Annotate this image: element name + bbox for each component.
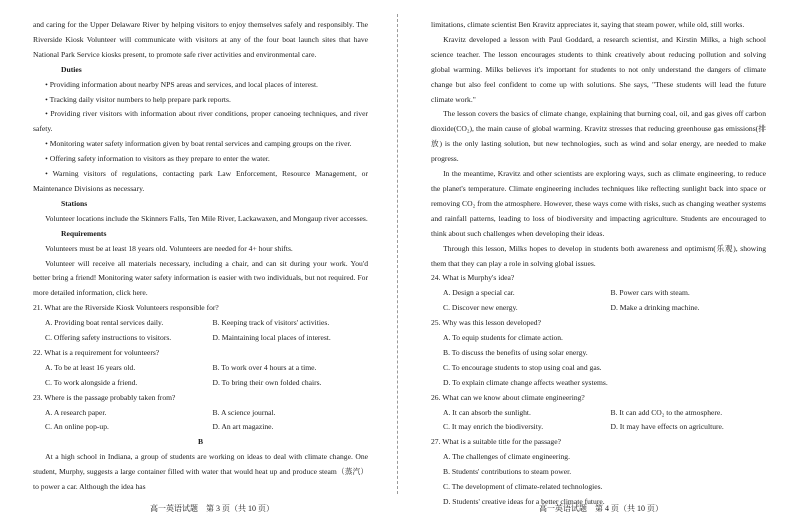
passage-paragraph: In the meantime, Kravitz and other scientists are exploring ways, such as climate engineering, to reduce the planet's temperature. Climate engineering includes techniques like reflecting sunlight back into space or removing CO₂ from the atmosphere. However, these ways come with risks, such as changing weather systems and rainfall patterns, leading to loss of biodiversity and impacting agriculture. Students are encouraged to think about such challenges when developing their ideas. (431, 169, 766, 238)
question-stem: 26. What can we know about climate engineering? (431, 392, 585, 402)
options-row (33, 376, 368, 391)
requirements-paragraph: Volunteers must be at least 18 years old. Volunteers are needed for 4+ hour shifts. (45, 243, 293, 253)
answer-option[interactable]: C. It may enrich the biodiversity. (443, 422, 544, 432)
answer-option[interactable]: D. An art magazine. (212, 422, 274, 432)
answer-option[interactable]: D. It may have effects on agriculture. (610, 422, 724, 432)
answer-option[interactable]: A. Providing boat rental services daily. (45, 318, 164, 328)
page-footer-right: 高一英语试题 第 4 页（共 10 页） (539, 504, 663, 513)
answer-option[interactable]: D. Maintaining local places of interest. (212, 333, 331, 343)
answer-option[interactable]: A. It can absorb the sunlight. (443, 407, 531, 417)
duty-item: • Monitoring water safety information given by boat rental services and camping groups on the river. (45, 139, 352, 149)
answer-option[interactable]: B. Keeping track of visitors' activities. (212, 318, 330, 328)
requirements-heading: Requirements (61, 228, 107, 238)
answer-option[interactable]: D. Students' creative ideas for a better climate future. (443, 497, 605, 506)
answer-option[interactable]: C. To encourage students to stop using coal and gas. (443, 362, 602, 372)
page-divider (397, 14, 398, 494)
answer-option[interactable]: D. To explain climate change affects weather systems. (443, 377, 608, 387)
answer-option[interactable]: B. A science journal. (212, 407, 276, 417)
options-row (33, 406, 368, 421)
answer-option[interactable]: C. To work alongside a friend. (45, 377, 138, 387)
answer-option[interactable]: A. Design a special car. (443, 288, 515, 298)
options-row (33, 331, 368, 346)
answer-option[interactable]: C. Discover new energy. (443, 303, 518, 313)
passage-paragraph: Through this lesson, Milks hopes to develop in students both awareness and optimism(乐观), showing them that they can play a role in solving global issues. (431, 243, 766, 268)
duty-item: • Tracking daily visitor numbers to help prepare park reports. (45, 94, 231, 104)
answer-option[interactable]: D. To bring their own folded chairs. (212, 377, 322, 387)
options-row (431, 406, 766, 421)
left-page (33, 18, 368, 495)
answer-option[interactable]: B. To discuss the benefits of using solar energy. (443, 347, 588, 357)
duty-item: • Warning visitors of regulations, contacting park Law Enforcement, Resource Management, or Maintenance Divisions as necessary. (33, 169, 368, 193)
section-b-paragraph: At a high school in Indiana, a group of students are working on ideas to deal with climate change. One student, Murphy, suggests a large container filled with water that would heat up and produce steam（蒸汽）to power a car. Although the idea has (33, 452, 368, 492)
options-row (431, 301, 766, 316)
duty-item: • Offering safety information to visitors as they prepare to enter the water. (45, 154, 270, 164)
answer-option[interactable]: C. An online pop-up. (45, 422, 109, 432)
answer-option[interactable]: C. The development of climate-related technologies. (443, 482, 603, 492)
stations-paragraph: Volunteer locations include the Skinners Falls, Ten Mile River, Lackawaxen, and Mongaup river accesses. (45, 213, 368, 223)
requirements-paragraph: Volunteer will receive all materials necessary, including a chair, and can sit during your work. You'd better bring a friend! Monitoring water safety information is easier with two individuals, but not required. For more detailed information, click here. (33, 258, 368, 298)
options-row (431, 420, 766, 435)
passage-paragraph: The lesson covers the basics of climate change, explaining that burning coal, oil, and gas gives off carbon dioxide(CO₂), the main cause of global warming. Kravitz stresses that reducing greenhouse gas emissions(排放) is the only lasting solution, but new technologies, such as wind and solar energy, are needed to make progress. (431, 109, 766, 164)
options-row (33, 420, 368, 435)
answer-option[interactable]: C. Offering safety instructions to visitors. (45, 333, 172, 343)
question-stem: 21. What are the Riverside Kiosk Volunteers responsible for? (33, 303, 219, 313)
answer-option[interactable]: A. The challenges of climate engineering. (443, 452, 571, 462)
options-row (33, 316, 368, 331)
page-footer-left: 高一英语试题 第 3 页（共 10 页） (150, 504, 274, 513)
passage-paragraph: limitations, climate scientist Ben Kravitz appreciates it, saying that steam power, while old, still works. (431, 20, 745, 29)
duties-heading: Duties (61, 64, 82, 74)
answer-option[interactable]: D. Make a drinking machine. (610, 303, 700, 313)
answer-option[interactable]: B. Students' contributions to steam power. (443, 467, 572, 477)
section-b-heading: B (197, 437, 204, 447)
answer-option[interactable]: B. Power cars with steam. (610, 288, 690, 298)
question-stem: 25. Why was this lesson developed? (431, 318, 541, 328)
question-stem: 23. Where is the passage probably taken from? (33, 392, 176, 402)
options-row (431, 286, 766, 301)
question-stem: 24. What is Murphy's idea? (431, 273, 515, 283)
answer-option[interactable]: B. To work over 4 hours at a time. (212, 362, 317, 372)
options-row (33, 361, 368, 376)
question-stem: 22. What is a requirement for volunteers? (33, 347, 160, 357)
question-stem: 27. What is a suitable title for the passage? (431, 437, 561, 447)
right-page (431, 18, 766, 510)
duty-item: • Providing information about nearby NPS areas and services, and local places of interest. (45, 79, 318, 89)
answer-option[interactable]: A. To equip students for climate action. (443, 333, 563, 343)
answer-option[interactable]: A. To be at least 16 years old. (45, 362, 136, 372)
stations-heading: Stations (61, 198, 88, 208)
answer-option[interactable]: B. It can add CO₂ to the atmosphere. (610, 407, 723, 417)
passage-paragraph: Kravitz developed a lesson with Paul Goddard, a research scientist, and Kirstin Milks, a high school science teacher. The lesson encourages students to think creatively about reducing pollution and solving global warming. Milks believes it's important for students to not only understand the dangers of climate change but also feel confident to come up with solutions. She says, "These students will lead the future climate work." (431, 34, 766, 104)
intro-paragraph: and caring for the Upper Delaware River by helping visitors to enjoy themselves safely and responsibly. The Riverside Kiosk Volunteer will communicate with visitors at any of the four boat launch sites that have National Park Service kiosks present, to promote safe river activities and environmental care. (33, 20, 368, 59)
answer-option[interactable]: A. A research paper. (45, 407, 107, 417)
duty-item: • Providing river visitors with information about river conditions, proper canoeing techniques, and river safety. (33, 109, 368, 134)
